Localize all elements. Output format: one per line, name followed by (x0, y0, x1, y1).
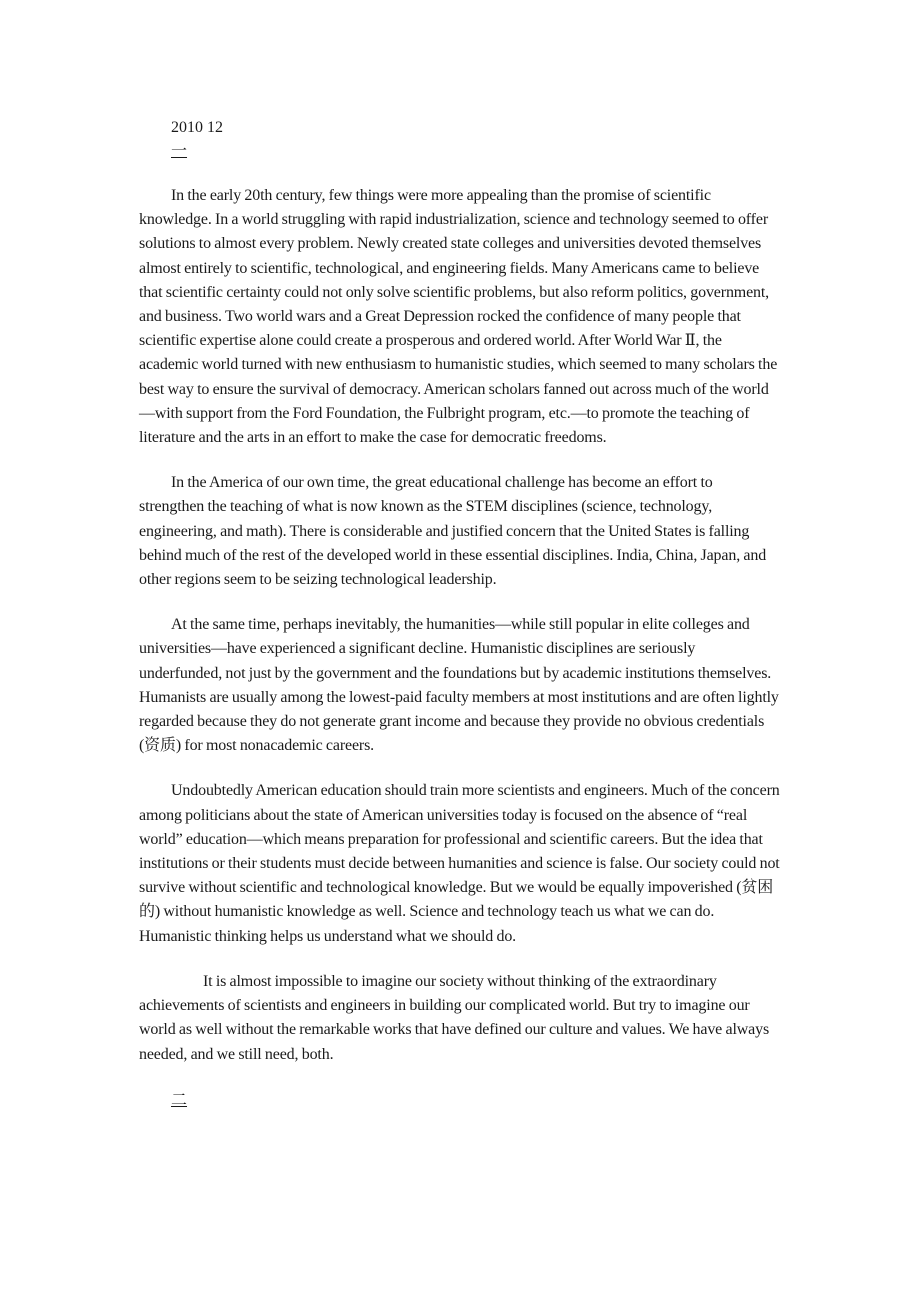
paragraph-3: At the same time, perhaps inevitably, the humanities—while still popular in elite colleges and universities—have experienced a significant decline. Humanistic disciplines are seriously underfunded, not just by the government and the foundations but by academic institutions themselves. Humanists are usually among the lowest-paid faculty members at most institutions and are often lightly regarded because they do not generate grant income and because they provide no obvious credentials (资质) for most nonacademic careers. (139, 616, 779, 755)
document-page (139, 116, 781, 1113)
paragraph-1: In the early 20th century, few things were more appealing than the promise of scientific knowledge. In a world struggling with rapid industrialization, science and technology seemed to offer solutions to almost every problem. Newly created state colleges and universities devoted themselves almost entirely to scientific, technological, and engineering fields. Many Americans came to believe that scientific certainty could not only solve scientific problems, but also reform politics, government, and business. Two world wars and a Great Depression rocked the confidence of many people that scientific expertise alone could create a prosperous and ordered world. After World War Ⅱ, the academic world turned with new enthusiasm to humanistic studies, which seemed to many scholars the best way to ensure the survival of democracy. American scholars fanned out across much of the world—with support from the Ford Foundation, the Fulbright program, etc.—to promote the teaching of literature and the arts in an effort to make the case for democratic freedoms. (139, 187, 778, 447)
paragraph-4: Undoubtedly American education should train more scientists and engineers. Much of the concern among politicians about the state of American universities today is focused on the absence of “real world” education—which means preparation for professional and scientific careers. But the idea that institutions or their students must decide between humanities and science is false. Our society could not survive without scientific and technological knowledge. But we would be equally impoverished (贫困的) without humanistic knowledge as well. Science and technology teach us what we can do. Humanistic thinking helps us understand what we should do. (139, 782, 780, 945)
paragraph-5: It is almost impossible to imagine our society without thinking of the extraordinary achievements of scientists and engineers in building our complicated world. But try to imagine our world as well without the remarkable works that have defined our culture and values. We have always needed, and we still need, both. (139, 972, 770, 1063)
section-two-marker: 二 (171, 1091, 188, 1109)
section-one-marker: 一 (171, 143, 188, 160)
paragraph-2: In the America of our own time, the great educational challenge has become an effort to strengthen the teaching of what is now known as the STEM disciplines (science, technology, engineering, and math). There is considerable and justified concern that the United States is falling behind much of the rest of the developed world in these essential disciplines. India, China, Japan, and other regions seem to be seizing technological leadership. (139, 474, 767, 589)
document-date: 2010 12 (171, 119, 223, 136)
